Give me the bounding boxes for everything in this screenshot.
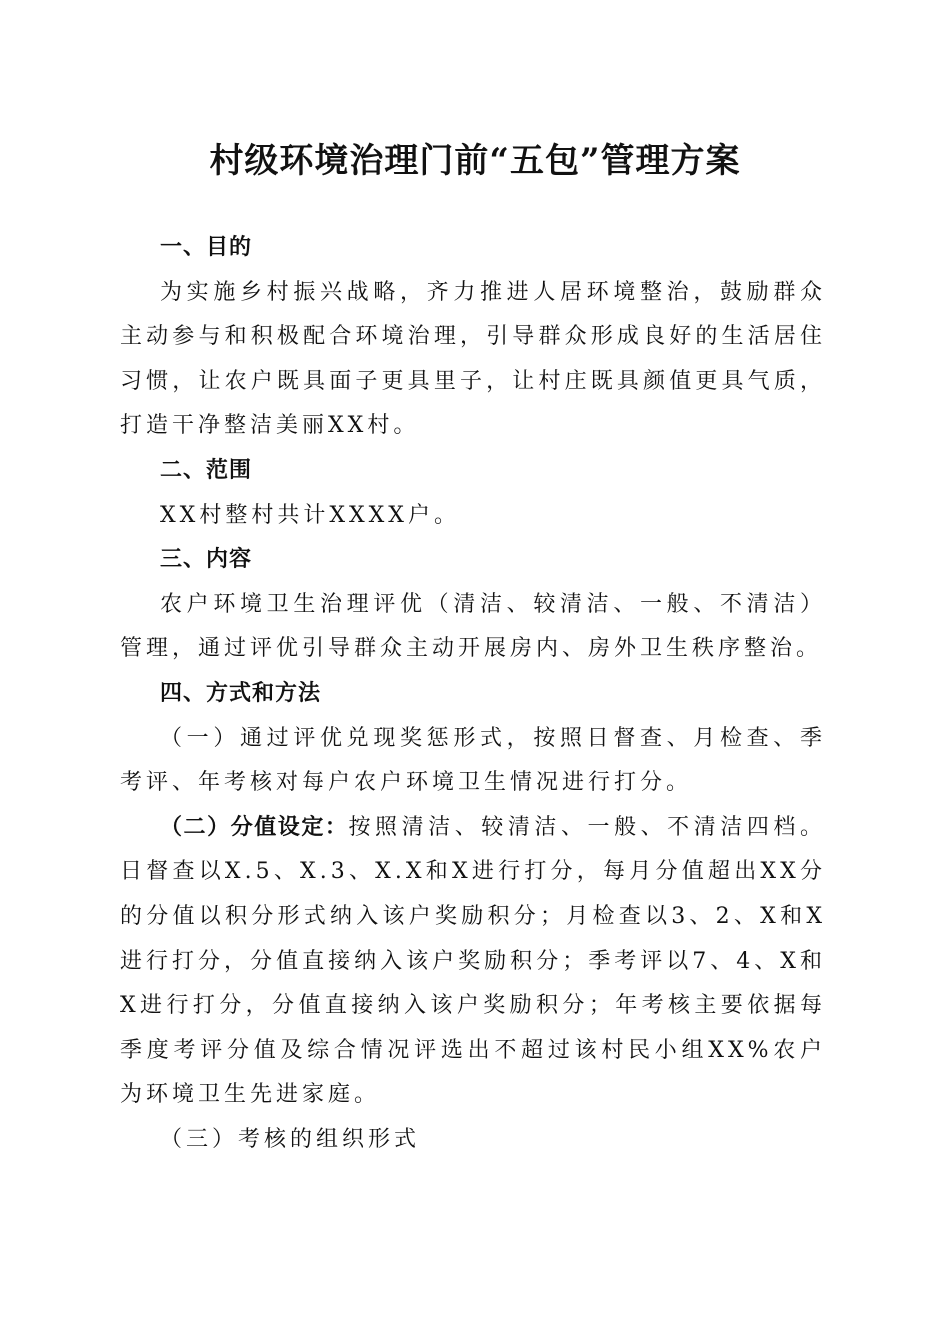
method-item-1 bbox=[120, 717, 826, 806]
section-text-content: 农户环境卫生治理评优（清洁、较清洁、一般、不清洁）管理，通过评优引导群众主动开展房内、房外卫生秩序整治。 bbox=[120, 591, 826, 662]
method-item-1-label: （一） bbox=[160, 725, 240, 751]
section-heading-content: 三、内容 bbox=[160, 547, 253, 573]
method-item-2-label: （二） bbox=[160, 814, 231, 840]
section-text-purpose: 为实施乡村振兴战略，齐力推进人居环境整治，鼓励群众主动参与和积极配合环境治理，引导群众形成良好的生活居住习惯，让农户既具面子更具里子，让村庄既具颜值更具气质，打造干净整洁美丽XX村。 bbox=[120, 279, 826, 439]
method-item-2 bbox=[120, 806, 826, 1118]
method-item-1-text: 通过评优兑现奖惩形式，按照日督查、月检查、季考评、年考核对每户农户环境卫生情况进行打分。 bbox=[120, 725, 826, 796]
document-body bbox=[120, 226, 826, 1162]
method-item-3-text: 考核的组织形式 bbox=[238, 1126, 421, 1152]
document-title: 村级环境治理门前“五包”管理方案 bbox=[209, 141, 741, 181]
method-item-3 bbox=[120, 1118, 826, 1163]
section-heading-purpose: 一、目的 bbox=[160, 235, 253, 260]
section-heading-methods: 四、方式和方法 bbox=[160, 680, 322, 706]
section-text-scope: XX村整村共计XXXX户。 bbox=[160, 502, 460, 528]
method-item-2-lead: 分值设定： bbox=[230, 814, 349, 840]
section-heading-scope: 二、范围 bbox=[160, 457, 253, 483]
method-item-3-label: （三） bbox=[160, 1126, 239, 1152]
method-item-2-text: 按照清洁、较清洁、一般、不清洁四档。日督查以X.5、X.3、X.X和X进行打分，每月分值超出XX分的分值以积分形式纳入该户奖励积分；月检查以3、2、X和X进行打分，分值直接纳入该户奖励积分；季考评以7、4、X和X进行打分，分值直接纳入该户奖励积分；年考核主要依据每季度考评分值及综合情况评选出不超过该村民小组XX%农户为环境卫生先进家庭。 bbox=[120, 814, 826, 1108]
